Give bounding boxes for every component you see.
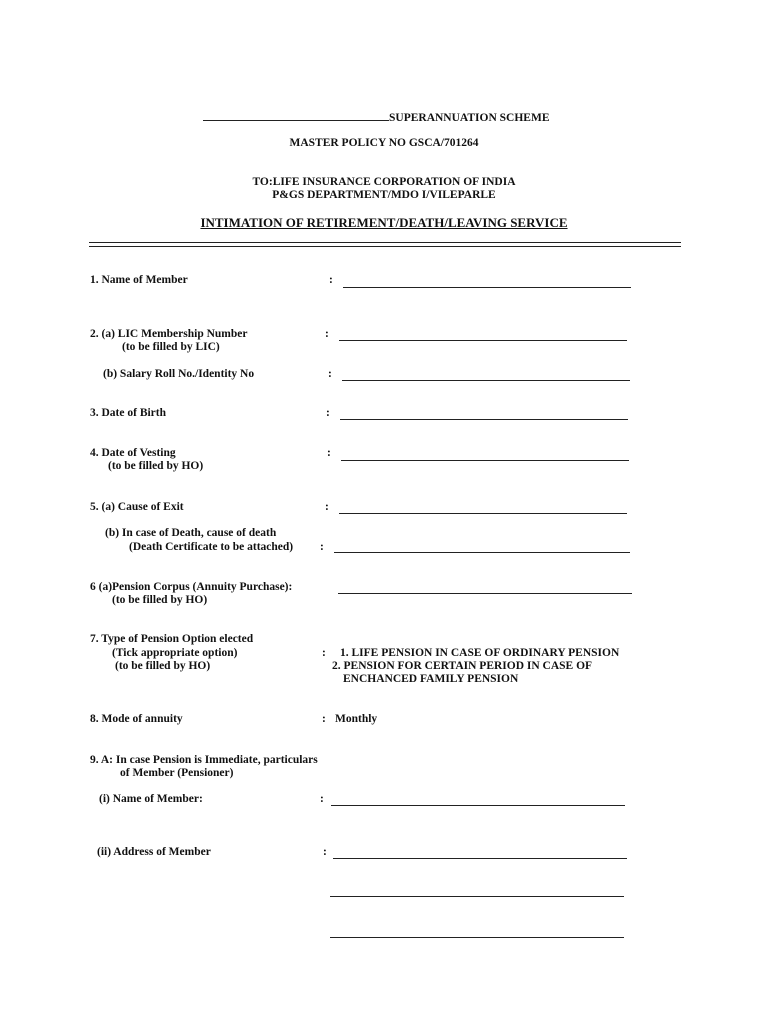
form-title: INTIMATION OF RETIREMENT/DEATH/LEAVING SERVICE [200, 215, 568, 230]
pension-option-note-1: (Tick appropriate option) [112, 647, 238, 659]
colon: : [320, 793, 324, 805]
lic-membership-number-field[interactable] [339, 340, 627, 341]
pension-option-note-2: (to be filled by HO) [115, 660, 211, 672]
addressee-line-1: TO:LIFE INSURANCE CORPORATION OF INDIA [252, 176, 516, 188]
pension-corpus-field[interactable] [338, 593, 632, 594]
colon: : [326, 407, 330, 419]
title-divider [89, 242, 681, 247]
colon: : [323, 846, 327, 858]
cause-of-exit-field[interactable] [339, 513, 627, 514]
date-of-vesting-label: 4. Date of Vesting [90, 447, 176, 459]
colon: : [320, 541, 324, 553]
pensioner-name-label: (i) Name of Member: [99, 793, 203, 805]
pensioner-name-field[interactable] [331, 805, 625, 806]
colon: : [322, 647, 326, 659]
member-name-label: 1. Name of Member [90, 274, 188, 286]
pension-option-label: 7. Type of Pension Option elected [90, 633, 254, 645]
date-of-vesting-field[interactable] [341, 460, 629, 461]
mode-of-annuity-label: 8. Mode of annuity [90, 713, 183, 725]
pensioner-section-label: 9. A: In case Pension is Immediate, particulars [90, 754, 318, 766]
pension-option-1[interactable]: 1. LIFE PENSION IN CASE OF ORDINARY PENSION [340, 647, 620, 659]
colon: : [322, 713, 326, 725]
pension-corpus-note: (to be filled by HO) [112, 594, 208, 606]
date-of-birth-field[interactable] [340, 419, 628, 420]
cause-of-death-label: (b) In case of Death, cause of death [105, 527, 277, 539]
lic-membership-number-label: 2. (a) LIC Membership Number [90, 328, 248, 340]
addressee-line-2: P&GS DEPARTMENT/MDO I/VILEPARLE [272, 189, 496, 201]
salary-roll-label: (b) Salary Roll No./Identity No [103, 368, 255, 380]
scheme-label: SUPERANNUATION SCHEME [389, 112, 550, 124]
pensioner-section-sub: of Member (Pensioner) [120, 767, 234, 779]
pensioner-address-field-1[interactable] [333, 858, 627, 859]
scheme-name-blank[interactable] [203, 111, 389, 121]
pension-option-2-cont: ENCHANCED FAMILY PENSION [343, 673, 519, 685]
pensioner-address-label: (ii) Address of Member [97, 846, 211, 858]
lic-membership-note: (to be filled by LIC) [122, 341, 220, 353]
salary-roll-field[interactable] [342, 380, 630, 381]
mode-of-annuity-value: Monthly [335, 713, 378, 725]
colon: : [325, 328, 329, 340]
scheme-line [203, 111, 549, 125]
colon: : [327, 447, 331, 459]
pension-option-2[interactable]: 2. PENSION FOR CERTAIN PERIOD IN CASE OF [332, 660, 593, 672]
date-of-vesting-note: (to be filled by HO) [108, 460, 204, 472]
member-name-field[interactable] [343, 287, 631, 288]
pension-corpus-label: 6 (a)Pension Corpus (Annuity Purchase): [90, 581, 293, 593]
date-of-birth-label: 3. Date of Birth [90, 407, 167, 419]
colon: : [329, 274, 333, 286]
cause-of-exit-label: 5. (a) Cause of Exit [90, 501, 184, 513]
master-policy: MASTER POLICY NO GSCA/701264 [289, 137, 479, 149]
cause-of-death-note: (Death Certificate to be attached) [129, 541, 294, 553]
colon: : [328, 368, 332, 380]
colon: : [325, 501, 329, 513]
pensioner-address-field-2[interactable] [330, 896, 624, 897]
cause-of-death-field[interactable] [334, 552, 630, 553]
pensioner-address-field-3[interactable] [330, 937, 624, 938]
